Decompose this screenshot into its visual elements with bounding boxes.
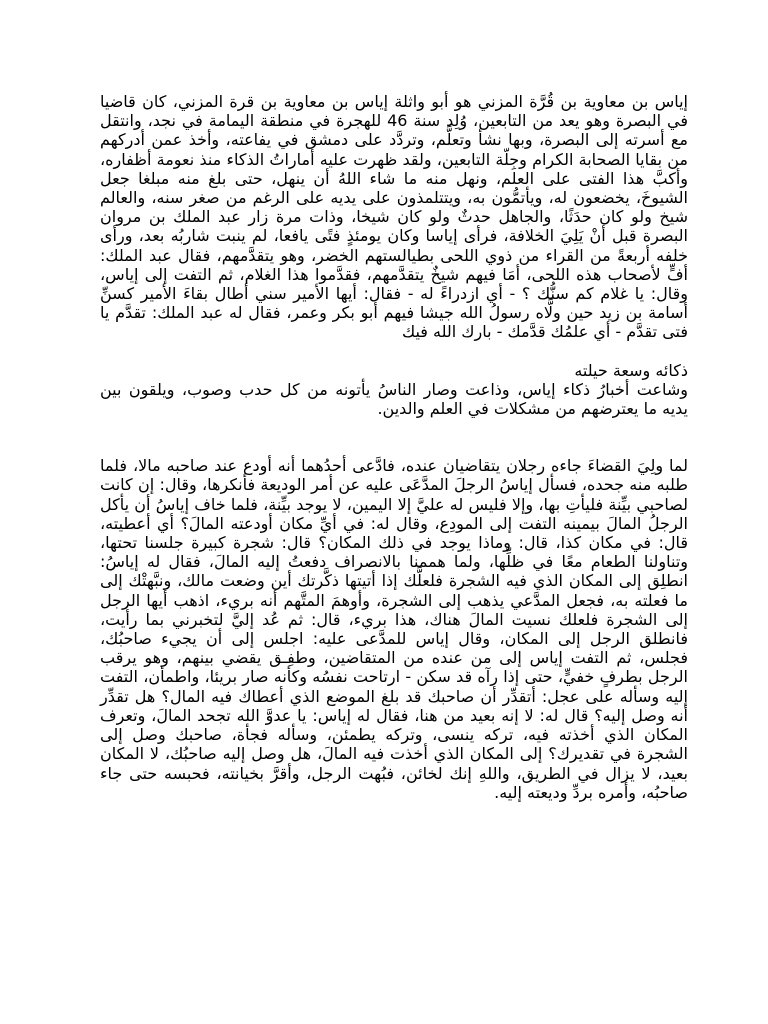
paragraph-spacer [100,342,688,361]
story-paragraph: لما ولِيَ القضاءَ جاءه رجلان يتقاضيان عنده، فادَّعى أحدُهما أنه أودع عند صاحبه مالا، فلما طلبه منه جحده، فسأل إياسُ الرجلَ المدَّعَى عليه عن أمر الوديعة فأنكرها، وقال: إن كانت لصاحبي بيِّنة فليأتِ بها، وإلا فليس له عليَّ إلا اليمين، لا يوجد بيِّنة، فلما خاف إياسُ أن يأكل الرجلُ المالَ بيمينه التفت إلى المودِع، وقال له: في أيِّ مكان أودعته المالَ؟ أي أعطيته، قال: في مكان كذا، قال: وماذا يوجد في ذلك المكان؟ قال: شجرة كبيرة جلسنا تحتها، وتناولنا الطعام معًا في ظلِّها، ولما هممنا بالانصراف دفعتُ إليه المالَ، فقال له إياسُ: انطلِق إلى المكان الذي فيه الشجرة فلعلَّك إذا أتيتها ذكَّرتك أين وضعت مالك، ونبَّهتْك إلى ما فعلته به، فجعل المدَّعي يذهب إلى الشجرة، وأوهمَ المتَّهم أنه بريء، اذهب أيها الرجل إلى الشجرة فلعلك نسيت المالَ هناك، هذا بريء، قال: ثم عُد إليَّ لتخبرني بما رأيت، فانطلق الرجل إلى المكان، وقال إياس للمدَّعى عليه: اجلس إلى أن يجيء صاحبُك، فجلس، ثم التفت إياس إلى من عنده من المتقاضين، وطفِـق يقضي بينهم، وهو يرقب الرجل بطرفٍ خفيٍّ، حتى إذا رآه قد سكن - ارتاحت نفسُه وكأنه صار بريئا، واطمأن، التفت إليه وسأله على عجل: أتقدِّر أن صاحبك قد بلغ الموضع الذي أعطاك فيه المال؟ هل تقدِّر أنه وصل إليه؟ قال له: لا إنه بعيد من هنا، فقال له إياس: يا عدوَّ الله تجحد المالَ، وتعرف المكان الذي أخذته فيه، تركه ينسى، وتركه يطمئن، وسأله فجأة، صاحبك وصل إلى الشجرة في تقديرك؟ إلى المكان الذي أخذت فيه المالَ، هل وصل إليه صاحبُك، لا المكان بعيد، لا يزال في الطريق، واللهِ إنك لخائن، فبُهت الرجل، وأقرَّ بخيانته، فحبسه حتى جاء صاحبُه، وأمره بردِّ وديعته إليه. [100,456,688,802]
paragraph-spacer [100,418,688,456]
document-page [100,92,688,802]
second-paragraph: وشاعت أخبارُ ذكاء إياس، وذاعت وصار الناسُ يأتونه من كل حدب وصوب، ويلقون بين يديه ما يعترضهم من مشكلات في العلم والدين. [100,379,688,419]
intro-paragraph: إياس بن معاوية بن قُرَّة المزني هو أبو واثلة إياس بن معاوية بن قرة المزني، كان قاضيا في البصرة وهو يعد من التابعين، وُلِد سنة 46 للهجرة في منطقة اليمامة في نجد، وانتقل مع أسرته إلى البصرة، وبها نشأ وتعلَّم، وتردَّد على دمشق في يفاعته، وأخذ عمن أدركهم من بقايا الصحابة الكرام وجِلّة التابعين، ولقد ظهرت عليه أماراتُ الذكاء منذ نعومة أظفاره، وأكبَّ هذا الفتى على العلم، ونهل منه ما شاء اللهُ أن ينهل، حتى بلغ منه مبلغا جعل الشيوخَ، يخضعون له، ويأتمُّون به، ويتتلمذون على يديه على الرغم من صغر سنه، والعالم شيخ ولو كان حدَثًا، والجاهل حدثٌ ولو كان شيخا، وذات مرة زار عبد الملك بن مروان البصرة قبل أنْ يَلِيَ الخلافة، فرأى إياسا وكان يومئذٍ فتًى يافعا، لم ينبت شاربُه بعد، ورأى خلفه أربعةً من القراء من ذوي اللحى بطيالستهم الخضر، وهو يتقدَّمهم، فقال عبد الملك: أفٍّ لأصحاب هذه اللحى، أمَا فيهم شيخٌ يتقدَّمهم، فقدَّموا هذا الغلام، ثم التفت إلى إياس، وقال: يا غلام كم سنُّك ؟ - أي ازدراءً له - فقال: أيها الأمير سني أطال بقاءَ الأمير كسنِّ أسامة بن زيد حين ولَّاه رسولُ الله جيشا فيهم أبو بكر وعمر، فقال له عبد الملك: تقدَّم يا فتى تقدَّم - أي علمُك قدَّمك - بارك الله فيك [100,92,688,342]
section-heading: ذكائه وسعة حيلته [574,360,688,380]
